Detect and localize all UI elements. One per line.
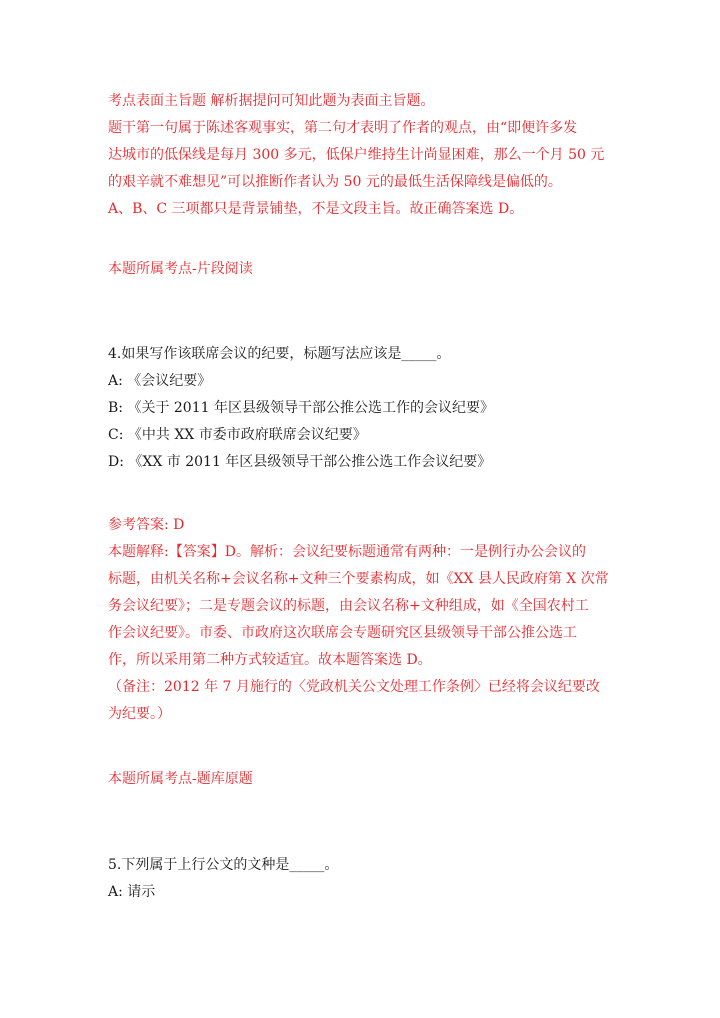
q4-answer-block bbox=[108, 512, 628, 728]
q4-category bbox=[108, 766, 628, 793]
question-5 bbox=[108, 852, 628, 906]
q3-analysis bbox=[108, 88, 628, 223]
explanation-line: 作会议纪要》。市委、市政府这次联席会专题研究区县级领导干部公推公选工 bbox=[108, 625, 577, 641]
explanation-line: 为纪要。） bbox=[108, 706, 171, 722]
category-label: 本题所属考点-片段阅读 bbox=[108, 261, 253, 277]
option-a: A: 请示 bbox=[108, 884, 156, 900]
question-4 bbox=[108, 341, 628, 476]
explanation-line: 标题，由机关名称+会议名称+文种三个要素构成，如《XX 县人民政府第 X 次常 bbox=[108, 571, 609, 587]
analysis-line: A、B、C 三项都只是背景铺垫，不是文段主旨。故正确答案选 D。 bbox=[108, 201, 524, 217]
option-a: A: 《会议纪要》 bbox=[108, 373, 212, 389]
category-label: 本题所属考点-题库原题 bbox=[108, 771, 253, 787]
explanation-line: （备注：2012 年 7 月施行的〈党政机关公文处理工作条例〉已经将会议纪要改 bbox=[108, 679, 600, 695]
option-b: B: 《关于 2011 年区县级领导干部公推公选工作的会议纪要》 bbox=[108, 400, 494, 416]
explanation-line: 本题解释:【答案】D。解析：会议纪要标题通常有两种：一是例行办公会议的 bbox=[108, 544, 586, 560]
explanation-line: 务会议纪要》；二是专题会议的标题，由会议名称+文种组成，如《全国农村工 bbox=[108, 598, 589, 614]
explanation-line: 作，所以采用第二种方式较适宜。故本题答案选 D。 bbox=[108, 652, 432, 668]
question-stem: 5.下列属于上行公文的文种是_____。 bbox=[108, 857, 339, 873]
option-c: C: 《中共 XX 市委市政府联席会议纪要》 bbox=[108, 427, 367, 443]
q3-category bbox=[108, 256, 628, 283]
analysis-line: 题干第一句属于陈述客观事实，第二句才表明了作者的观点，由“即便许多发 bbox=[108, 120, 578, 136]
analysis-line: 考点表面主旨题 解析据提问可知此题为表面主旨题。 bbox=[108, 93, 435, 109]
question-stem: 4.如果写作该联席会议的纪要，标题写法应该是_____。 bbox=[108, 346, 451, 362]
reference-answer: 参考答案: D bbox=[108, 517, 185, 533]
option-d: D: 《XX 市 2011 年区县级领导干部公推公选工作会议纪要》 bbox=[108, 454, 492, 470]
analysis-line: 达城市的低保线是每月 300 多元，低保户维持生计尚显困难，那么一个月 50 元 bbox=[108, 147, 605, 163]
analysis-line: 的艰辛就不难想见”可以推断作者认为 50 元的最低生活保障线是偏低的。 bbox=[108, 174, 562, 190]
